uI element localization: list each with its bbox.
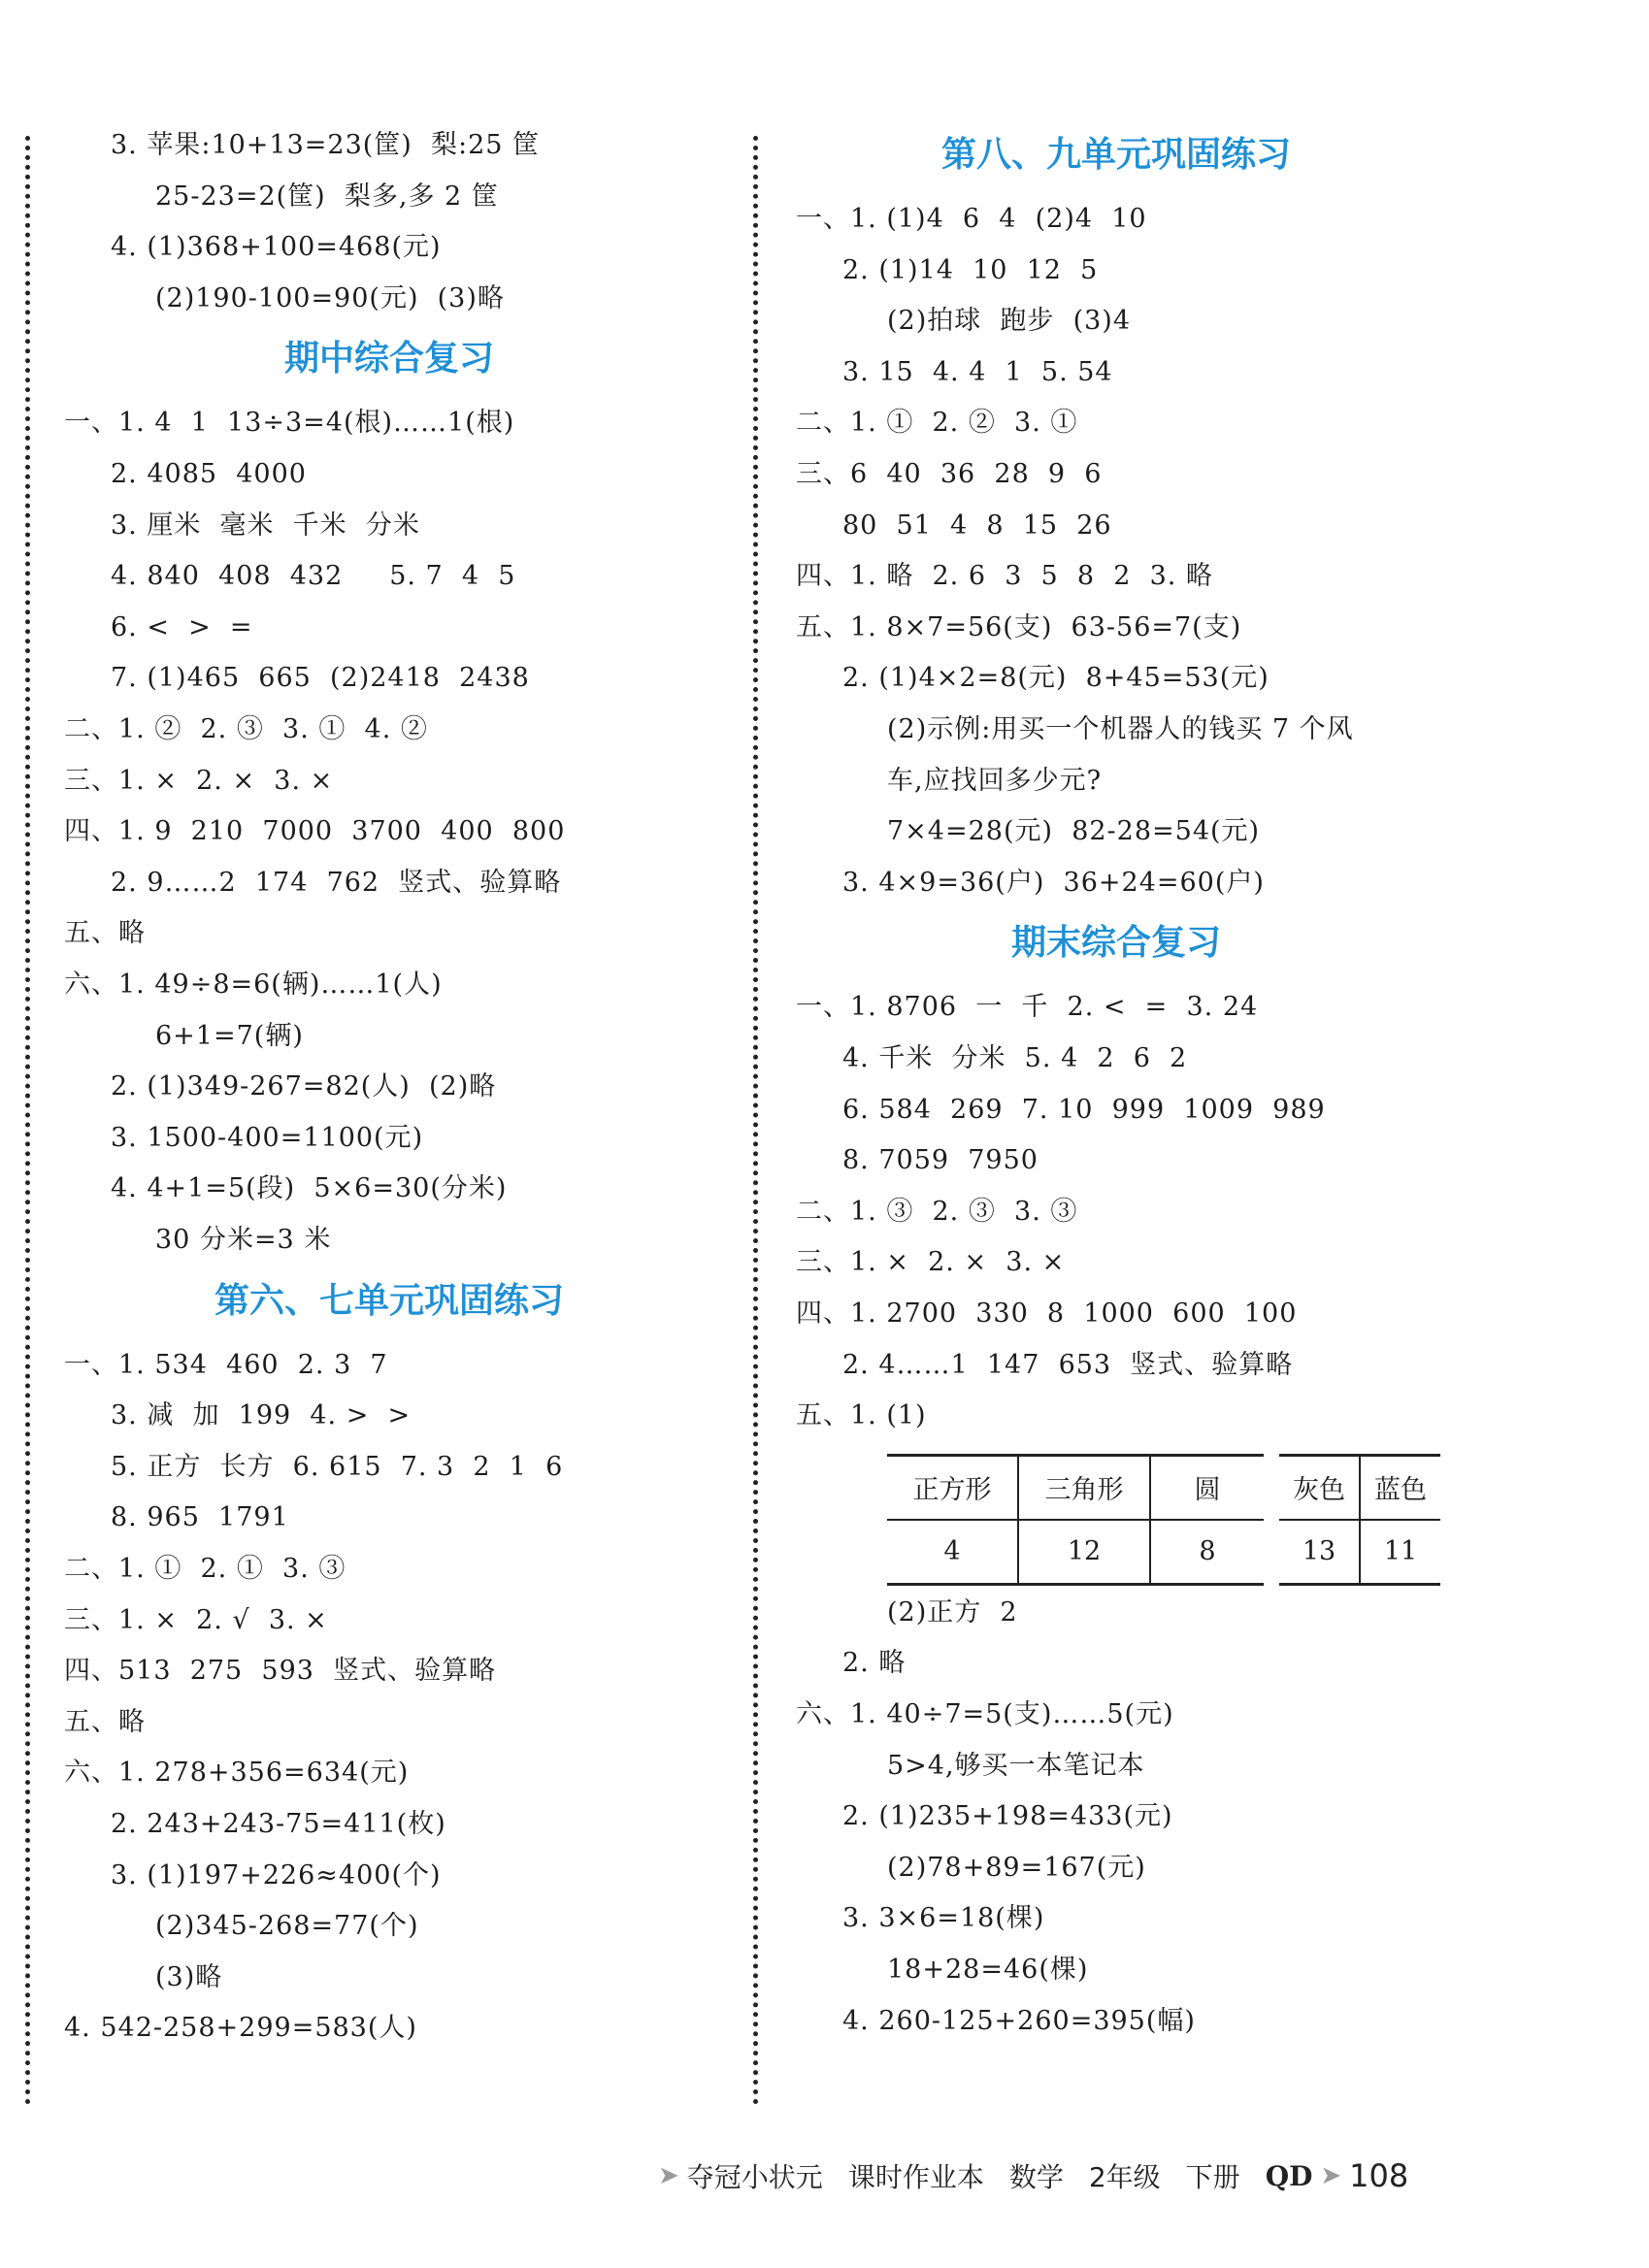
section-heading: 期末综合复习 — [1011, 922, 1222, 964]
answer-line: 3. 3×6=18(棵) — [842, 1903, 1045, 1934]
answer-line: 3. (1)197+226≈400(个) — [111, 1859, 442, 1890]
answer-line: 3. 4×9=36(户) 36+24=60(户) — [842, 867, 1265, 898]
answer-line: 8. 7059 7950 — [842, 1145, 1039, 1176]
answer-line: 五、略 — [64, 918, 146, 949]
answer-line: 4. 4+1=5(段) 5×6=30(分米) — [111, 1173, 508, 1204]
answer-line: 6. 584 269 7. 10 999 1009 989 — [842, 1094, 1326, 1125]
answer-line: (2)正方 2 — [887, 1596, 1018, 1627]
answer-line: 3. 减 加 199 4. > > — [111, 1400, 412, 1431]
table-cell: 13 — [1279, 1520, 1360, 1585]
section-heading: 第六、七单元巩固练习 — [214, 1279, 565, 1321]
table-header-cell: 蓝色 — [1360, 1455, 1440, 1520]
answer-line: 4. (1)368+100=468(元) — [111, 232, 442, 263]
answer-line: 二、1. ② 2. ③ 3. ① 4. ② — [64, 714, 428, 744]
table-header-cell: 灰色 — [1293, 1475, 1345, 1506]
answer-line: 3. 1500-400=1100(元) — [111, 1122, 424, 1153]
answer-line: 五、1. (1) — [796, 1400, 927, 1431]
answer-line: 6+1=7(辆) — [155, 1020, 304, 1051]
answer-line: (2)190-100=90(元) (3)略 — [155, 282, 505, 313]
answer-line: 2. (1)235+198=433(元) — [842, 1801, 1173, 1832]
table-header-cell: 三角形 — [1018, 1455, 1150, 1520]
table-cell: 12 — [1018, 1520, 1150, 1585]
answer-line: 三、1. × 2. √ 3. × — [64, 1604, 328, 1635]
answer-line: 7. (1)465 665 (2)2418 2438 — [111, 663, 530, 694]
center-dotted-rule — [753, 136, 758, 2106]
answer-line: 4. 840 408 432 5. 7 4 5 — [111, 561, 516, 592]
table-cell: 8 — [1150, 1520, 1264, 1585]
answer-line: (3)略 — [155, 1961, 223, 1992]
color-count-table — [1279, 1454, 1440, 1586]
table-header-cell: 正方形 — [912, 1475, 992, 1506]
table-cell: 4 — [887, 1520, 1018, 1585]
answer-line: 二、1. ③ 2. ③ 3. ③ — [796, 1196, 1078, 1227]
answer-line: 25-23=2(筐) 梨多,多 2 筐 — [155, 181, 499, 212]
answer-line: 三、6 40 36 28 9 6 — [796, 459, 1103, 489]
answer-line: 六、1. 49÷8=6(辆)……1(人) — [64, 970, 443, 1000]
footer-book: 课时作业本 — [847, 2161, 984, 2193]
table-cell: 11 — [1360, 1520, 1440, 1585]
answer-line: 2. (1)4×2=8(元) 8+45=53(元) — [842, 663, 1270, 694]
footer-grade: 2年级 — [1088, 2161, 1161, 2193]
answer-line: 2. 4085 4000 — [111, 459, 307, 489]
answer-line: 2. 243+243-75=411(枚) — [111, 1809, 446, 1839]
answer-line: 三、1. × 2. × 3. × — [796, 1247, 1066, 1278]
answer-line: 3. 厘米 毫米 千米 分米 — [111, 509, 420, 541]
section-heading: 第八、九单元巩固练习 — [941, 134, 1292, 175]
answer-line: 一、1. 534 460 2. 3 7 — [64, 1349, 388, 1380]
table-header-cell: 圆 — [1150, 1455, 1264, 1520]
answer-line: 18+28=46(棵) — [887, 1955, 1089, 1985]
answer-line: 8. 965 1791 — [111, 1502, 289, 1533]
answer-line: 六、1. 40÷7=5(支)……5(元) — [796, 1699, 1174, 1729]
answer-line: 2. 略 — [842, 1648, 907, 1679]
answer-line: 80 51 4 8 15 26 — [842, 509, 1112, 541]
answer-line: 6. < > = — [111, 611, 253, 642]
left-dotted-rule — [25, 136, 30, 2106]
arrow-icon: ➤ — [658, 2161, 679, 2190]
answer-line: 3. 苹果:10+13=23(筐) 梨:25 筐 — [111, 130, 541, 160]
footer-edition: QD — [1265, 2159, 1313, 2192]
answer-line: 2. 4……1 147 653 竖式、验算略 — [842, 1349, 1294, 1380]
footer-subject: 数学 — [1008, 2161, 1064, 2193]
answer-line: 三、1. × 2. × 3. × — [64, 765, 334, 796]
answer-line: 5>4,够买一本笔记本 — [887, 1750, 1145, 1781]
answer-line: (2)345-268=77(个) — [155, 1911, 419, 1942]
page-footer — [650, 2156, 1408, 2195]
answer-line: 4. 千米 分米 5. 4 2 6 2 — [842, 1043, 1188, 1073]
answer-line: 四、1. 2700 330 8 1000 600 100 — [796, 1298, 1298, 1329]
answer-line: 六、1. 278+356=634(元) — [64, 1758, 410, 1789]
answer-line: 车,应找回多少元? — [887, 765, 1103, 796]
answer-line: 二、1. ① 2. ① 3. ③ — [64, 1554, 346, 1584]
answer-line: (2)示例:用买一个机器人的钱买 7 个风 — [887, 714, 1354, 744]
answer-line: (2)拍球 跑步 (3)4 — [887, 306, 1131, 337]
answer-line: 二、1. ① 2. ② 3. ① — [796, 408, 1078, 439]
page-number: 108 — [1349, 2157, 1409, 2194]
answer-line: 四、513 275 593 竖式、验算略 — [64, 1656, 497, 1687]
answer-line: 一、1. 8706 一 千 2. < = 3. 24 — [796, 992, 1259, 1023]
answer-line: 四、1. 9 210 7000 3700 400 800 — [64, 816, 566, 847]
answer-line: 5. 正方 长方 6. 615 7. 3 2 1 6 — [111, 1451, 564, 1482]
footer-volume: 下册 — [1185, 2161, 1240, 2193]
answer-line: 一、1. (1)4 6 4 (2)4 10 — [796, 204, 1147, 234]
answer-line: 四、1. 略 2. 6 3 5 8 2 3. 略 — [796, 561, 1213, 592]
answer-line: 2. 9……2 174 762 竖式、验算略 — [111, 867, 562, 898]
answer-line: 4. 542-258+299=583(人) — [64, 2013, 417, 2044]
footer-brand: 夺冠小状元 — [686, 2161, 823, 2193]
answer-line: 一、1. 4 1 13÷3=4(根)……1(根) — [64, 408, 515, 439]
arrow-icon: ➤ — [1320, 2161, 1342, 2190]
answer-line: 7×4=28(元) 82-28=54(元) — [887, 816, 1261, 847]
answer-line: 4. 260-125+260=395(幅) — [842, 2005, 1196, 2036]
answer-line: 五、1. 8×7=56(支) 63-56=7(支) — [796, 611, 1242, 642]
answer-line: 3. 15 4. 4 1 5. 54 — [842, 356, 1113, 387]
answer-line: 2. (1)14 10 12 5 — [842, 254, 1099, 285]
answer-line: 2. (1)349-267=82(人) (2)略 — [111, 1071, 497, 1102]
shape-count-table — [887, 1454, 1264, 1586]
answer-line: 30 分米=3 米 — [155, 1225, 332, 1255]
answer-line: (2)78+89=167(元) — [887, 1852, 1146, 1883]
answer-line: 五、略 — [64, 1706, 146, 1737]
section-heading: 期中综合复习 — [284, 338, 495, 379]
